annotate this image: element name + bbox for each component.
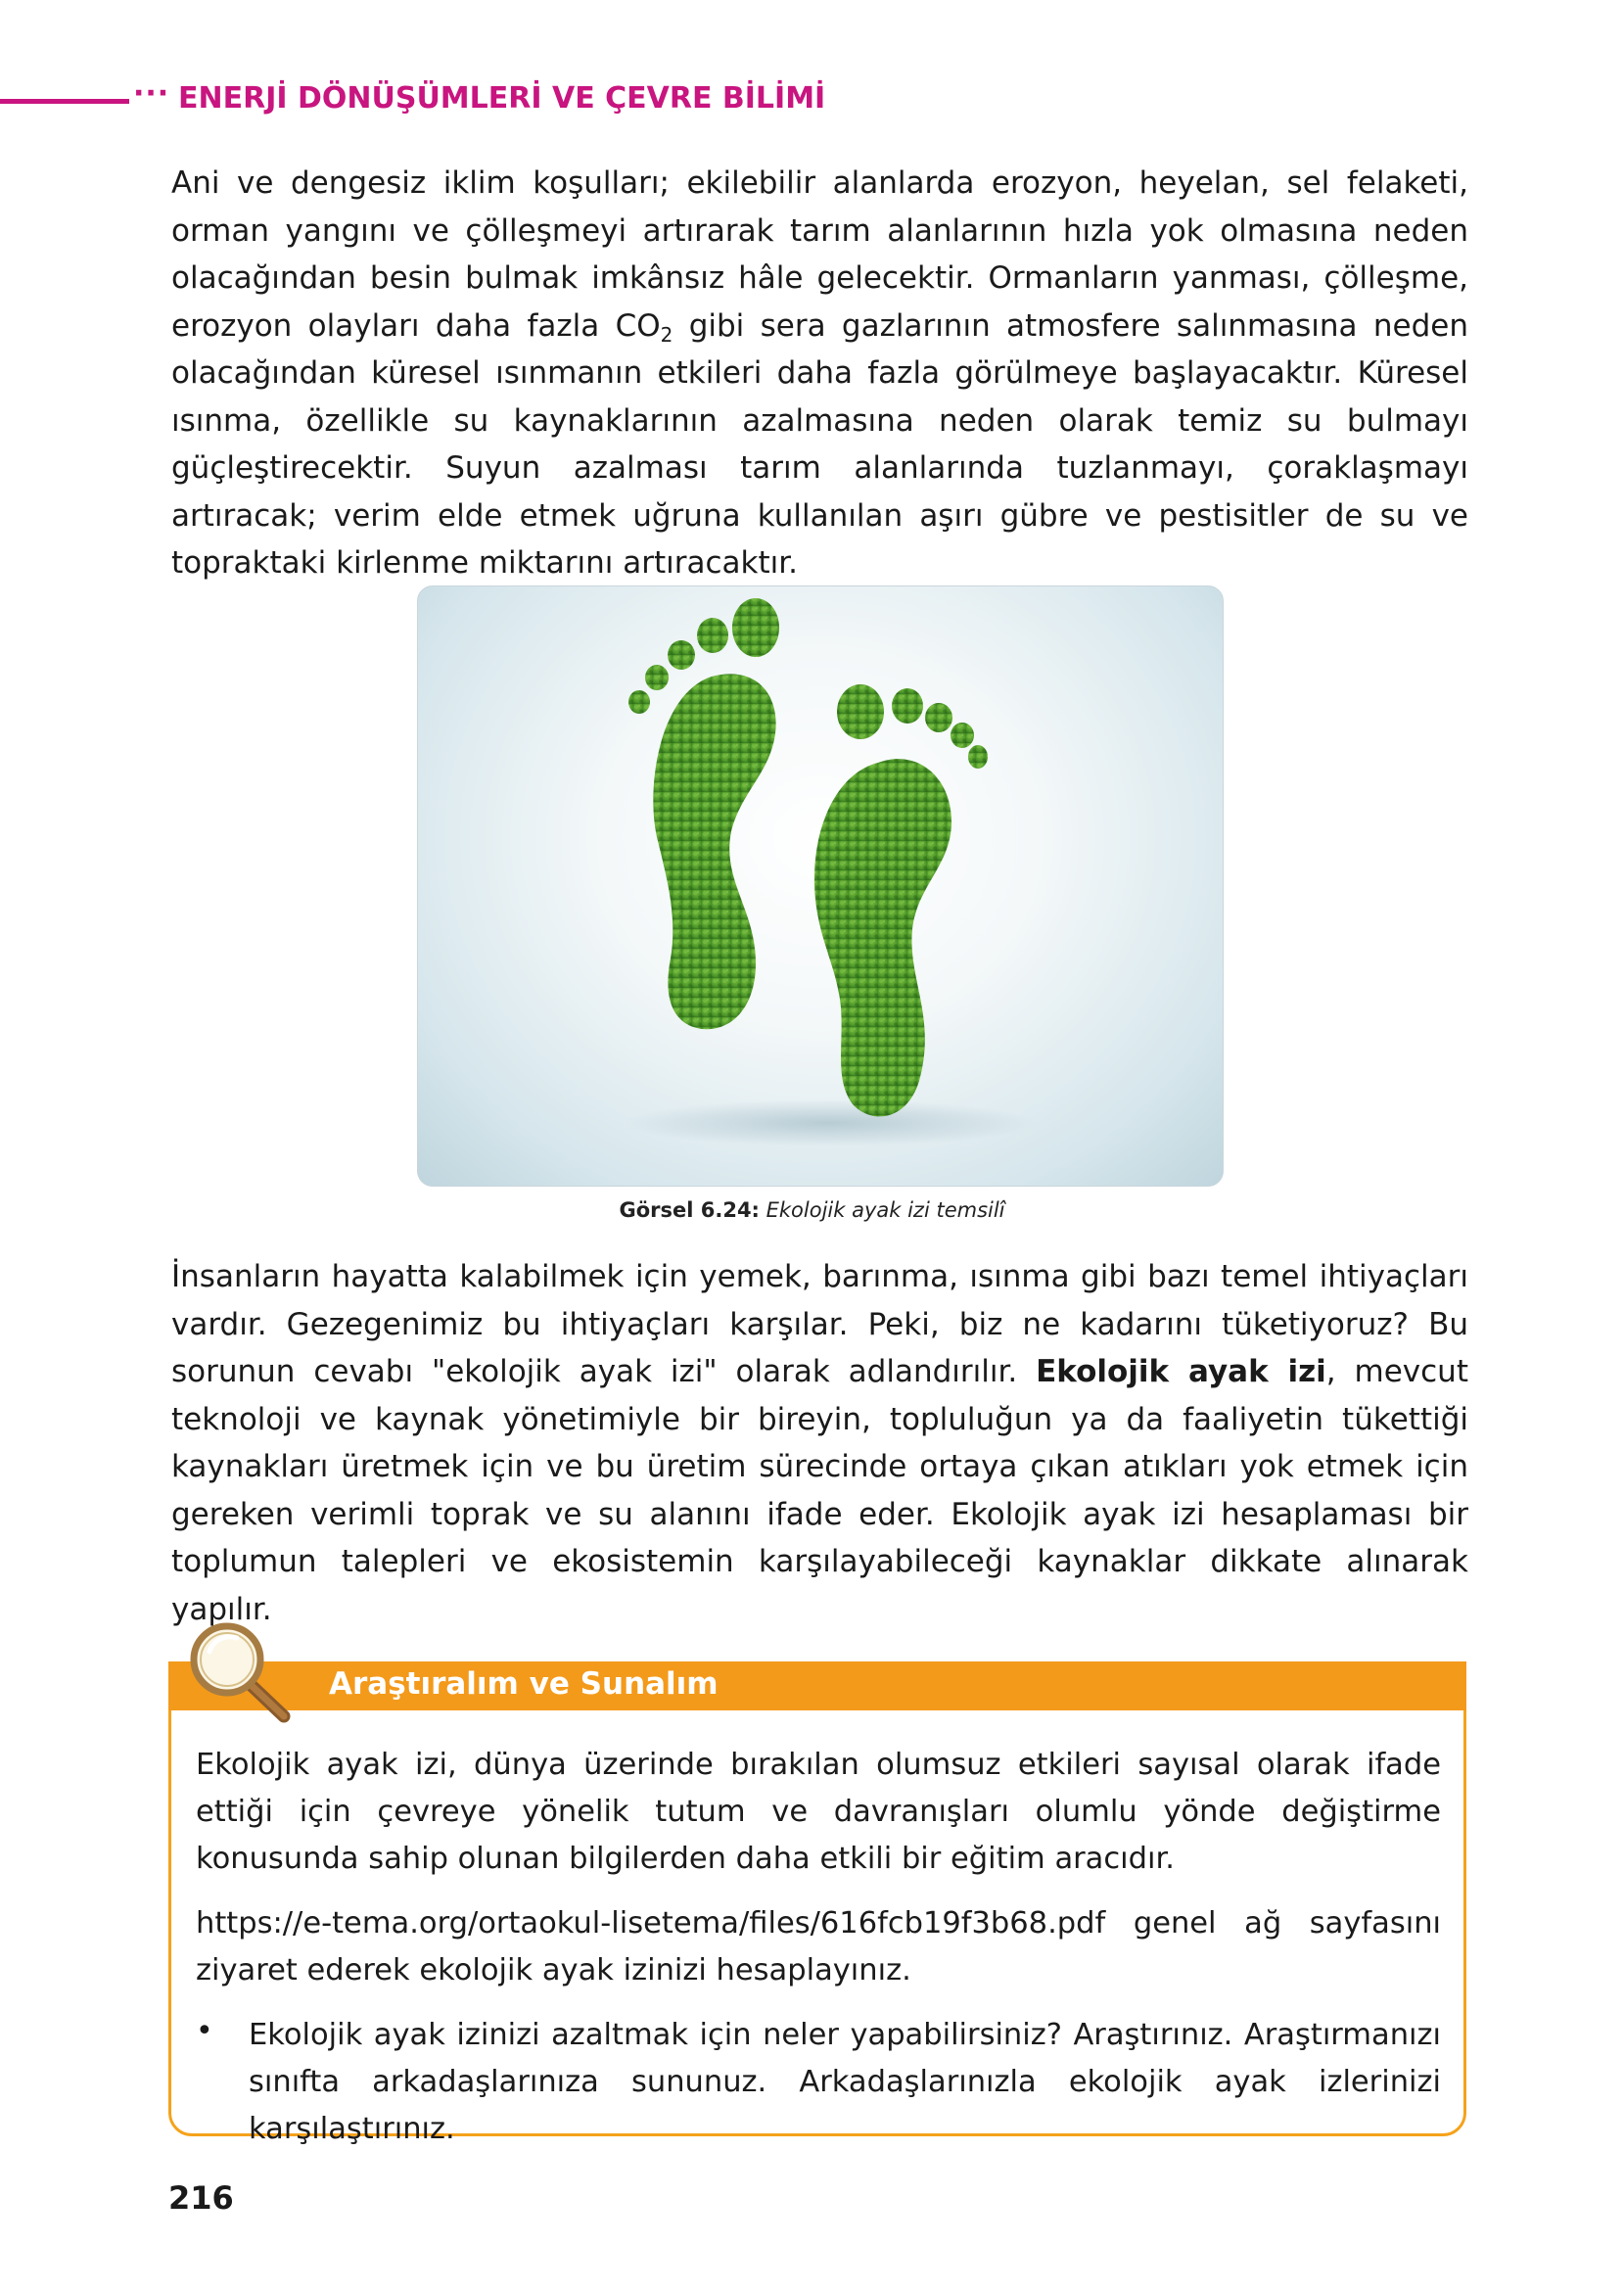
bullet-dot: • <box>196 2014 213 2048</box>
research-bullet-item <box>249 2012 1441 2153</box>
caption-label: Görsel 6.24: <box>619 1198 760 1222</box>
paragraph-1-text-a: Ani ve dengesiz iklim koşulları; ekilebilir alanlarda erozyon, heyelan, sel felaketi, orman yangını ve çölleşmeyi artırarak tarım alanlarının hızla yok olmasına neden olacağından besin bulmak imkânsız hâle gelecektir. Ormanların yanması, çölleşme, erozyon olayları daha fazla CO <box>171 165 1468 344</box>
green-footprints-illustration <box>418 586 1223 1186</box>
footprint-image <box>417 585 1224 1187</box>
research-text-1 <box>196 1742 1441 1883</box>
co2-subscript: 2 <box>660 322 673 347</box>
paragraph-1 <box>171 160 1468 587</box>
left-footprint <box>628 598 779 1029</box>
paragraph-2-text-b: , mevcut teknoloji ve kaynak yönetimiyle bir bireyin, topluluğun ya da faaliyetin tükettiği kaynakları üretmek için ve bu üretim sürecinde ortaya çıkan atıkları yok etmek için gereken verimli toprak ve su alanını ifade eder. Ekolojik ayak izi hesaplaması bir toplumun talepleri ve ekosistemin karşılayabileceği kaynaklar dikkate alınarak yapılır. <box>171 1354 1468 1627</box>
figure-caption <box>0 1198 1624 1222</box>
research-bullet-text: Ekolojik ayak izinizi azaltmak için neler yapabilirsiniz? Araştırınız. Araştırmanızı sınıfta arkadaşlarınıza sununuz. Arkadaşlarınızla ekolojik ayak izlerinizi karşılaştırınız. <box>249 2018 1441 2146</box>
magnifier-icon <box>186 1618 303 1726</box>
right-footprint <box>814 684 988 1116</box>
research-text-2 <box>196 1900 1441 1994</box>
paragraph-2-text-a: İnsanların hayatta kalabilmek için yemek, barınma, ısınma gibi bazı temel ihtiyaçları vardır. Gezegenimiz bu ihtiyaçları karşılar. Peki, biz ne kadarını tüketiyoruz? Bu sorunun cevabı "ekolojik ayak izi" olarak adlandırılır. <box>171 1259 1468 1389</box>
paragraph-1-text-b: gibi sera gazlarının atmosfere salınmasına neden olacağından küresel ısınmanın etkileri daha fazla görülmeye başlayacaktır. Küresel ısınma, özellikle su kaynaklarının azalmasına neden olarak temiz su bulmayı güçleştirecektir. Suyun azalması tarım alanlarında tuzlanmayı, çoraklaşmayı artıracak; verim elde etmek uğruna kullanılan aşırı gübre ve pestisitler de su ve topraktaki kirlenme miktarını artıracaktır. <box>171 307 1468 581</box>
footprint-shadow <box>624 1099 1035 1146</box>
ecological-footprint-term: Ekolojik ayak izi <box>1036 1354 1326 1389</box>
header-dots: ··· <box>133 76 170 111</box>
page-number: 216 <box>168 2179 234 2217</box>
caption-text: Ekolojik ayak izi temsilî <box>759 1198 1005 1222</box>
research-box-title: Araştıralım ve Sunalım <box>329 1666 719 1702</box>
paragraph-2 <box>171 1253 1468 1633</box>
research-text-1-content: Ekolojik ayak izi, dünya üzerinde bırakılan olumsuz etkileri sayısal olarak ifade ettiği için çevreye yönelik tutum ve davranışları olumlu yönde değiştirme konusunda sahip olunan bilgilerden daha etkili bir eğitim aracıdır. <box>196 1748 1441 1876</box>
research-link-text: https://e-tema.org/ortaokul-lisetema/files/616fcb19f3b68.pdf genel ağ sayfasını ziyaret ederek ekolojik ayak izinizi hesaplayınız. <box>196 1906 1441 1987</box>
header-rule <box>0 99 129 104</box>
chapter-title: ENERJİ DÖNÜŞÜMLERİ VE ÇEVRE BİLİMİ <box>178 81 826 116</box>
